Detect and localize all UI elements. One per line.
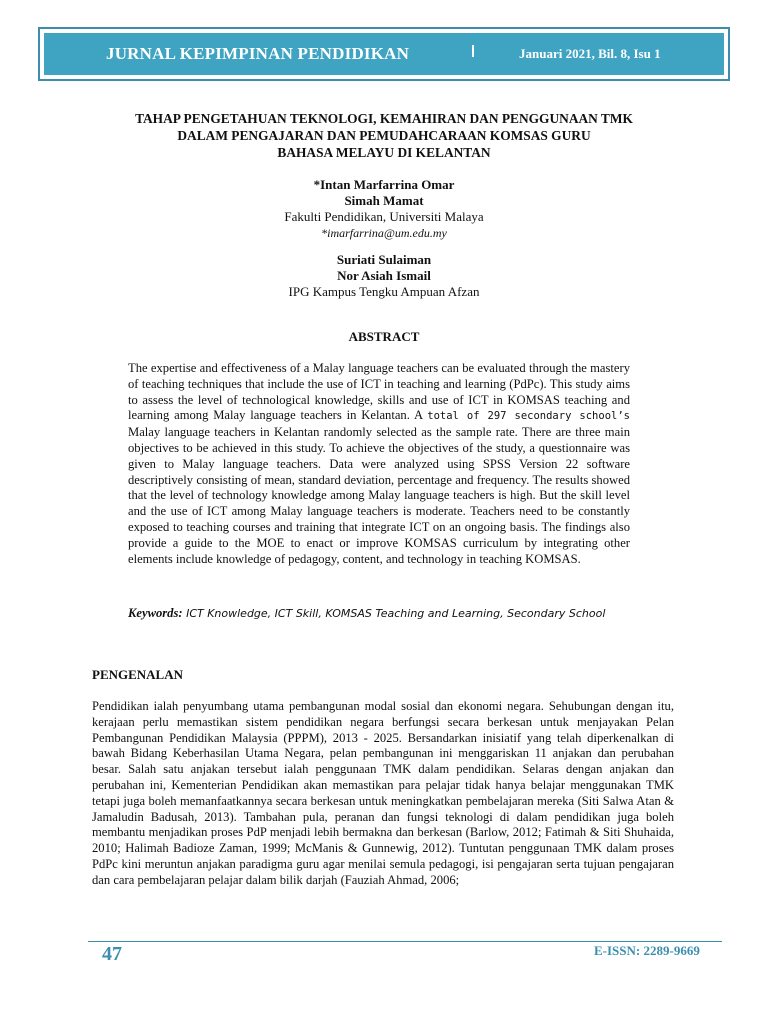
author-name: Nor Asiah Ismail [337, 268, 431, 283]
abstract-heading: ABSTRACT [348, 329, 420, 344]
author-affiliation: Fakulti Pendidikan, Universiti Malaya [284, 209, 484, 224]
issue-info: Januari 2021, Bil. 8, Isu 1 [519, 46, 661, 61]
paper-title [60, 110, 708, 161]
body-paragraph: Pendidikan ialah penyumbang utama pembangunan modal sosial dan ekonomi negara. Sehubungan dengan itu, kerajaan perlu memastikan sistem pendidikan negara berfungsi secara berkesan untuk menjayakan Pelan Pembangunan Pendidikan Malaysia (PPPM), 2013 - 2025. Bersandarkan inisiatif yang telah diperkenalkan di bawah Bidang Keberhasilan Utama Negara, pelan pembangunan ini menggariskan 11 anjakan dan perubahan besar. Salah satu anjakan tersebut ialah penggunaan TMK dalam pendidikan. Selaras dengan anjakan dan perubahan ini, Kementerian Pendidikan akan memastikan para pelajar tidak hanya belajar menggunakan TMK tetapi juga boleh memanfaatkannya secara berkesan untuk meningkatkan pembelajaran mereka (Siti Salwa Atan & Jamaludin Badusah, 2013). Tambahan pula, peranan dan fungsi teknologi di dalam pendidikan juga boleh membantu menjadikan proses PdP menjadi lebih bermakna dan berkesan (Barlow, 2012; Fatimah & Siti Shuhaida, 2010; Halimah Badioze Zaman, 1999; McManis & Gunnewig, 2012). Tuntutan penggunaan TMK dalam proses PdPc kini meruntun anjakan paradigma guru agar menilai semula pedagogi, isi pengajaran serta tujuan pengajaran dan cara pembelajaran pelajar dalam bilik darjah (Fauziah Ahmad, 2006; [92, 699, 674, 887]
title-line-2: DALAM PENGAJARAN DAN PEMUDAHCARAAN KOMSAS GURU [177, 128, 591, 143]
author-name: *Intan Marfarrina Omar [313, 177, 455, 192]
author-name: Simah Mamat [344, 193, 424, 208]
header-divider [472, 45, 474, 57]
author-affiliation: IPG Kampus Tengku Ampuan Afzan [288, 284, 480, 299]
author-name: Suriati Sulaiman [336, 252, 432, 267]
title-line-1: TAHAP PENGETAHUAN TEKNOLOGI, KEMAHIRAN DAN PENGGUNAAN TMK [135, 111, 633, 126]
footer-divider [88, 941, 722, 942]
author-email: *imarfarrina@um.edu.my [321, 226, 447, 240]
page-number: 47 [102, 943, 122, 965]
abstract-text-part: total of 297 secondary school’s [427, 410, 630, 423]
abstract-text [128, 361, 630, 567]
journal-name: JURNAL KEPIMPINAN PENDIDIKAN [106, 44, 410, 63]
keywords-list: ICT Knowledge, ICT Skill, KOMSAS Teaching and Learning, Secondary School [182, 607, 606, 620]
section-heading: PENGENALAN [92, 667, 184, 682]
eissn: E-ISSN: 2289-9669 [594, 943, 700, 958]
keywords-label: Keywords: [128, 606, 183, 620]
author-group-1 [0, 177, 768, 241]
journal-header-banner [44, 33, 724, 75]
keywords [128, 606, 630, 622]
abstract-text-part: The expertise and effectiveness of a Malay language teachers can be evaluated through the mastery of teaching techniques that include the use of ICT in teaching and learning (PdPc). This study aims to assess the level of technological knowledge, skills and use of ICT in KOMSAS teaching and learning among Malay language teachers in Kelantan. A [128, 361, 630, 423]
journal-header [38, 27, 730, 81]
title-line-3: BAHASA MELAYU DI KELANTAN [277, 145, 491, 160]
author-group-2 [0, 252, 768, 300]
abstract-text-part: Malay language teachers in Kelantan randomly selected as the sample rate. There are three main objectives to be achieved in this study. To achieve the objectives of the study, a questionnaire was given to Malay language teachers. Data were analyzed using SPSS Version 22 software descriptively consisting of mean, standard deviation, percentage and frequency. The results showed that the level of technology knowledge among Malay language teachers is high. But the skill level and the use of ICT among Malay language teachers is moderate. Teachers need to be constantly exposed to teaching courses and training that integrate ICT on an ongoing basis. The findings also provide a guide to the MOE to enact or improve KOMSAS curriculum by integrating other elements include knowledge of pedagogy, content, and technology in teaching KOMSAS. [128, 425, 630, 566]
